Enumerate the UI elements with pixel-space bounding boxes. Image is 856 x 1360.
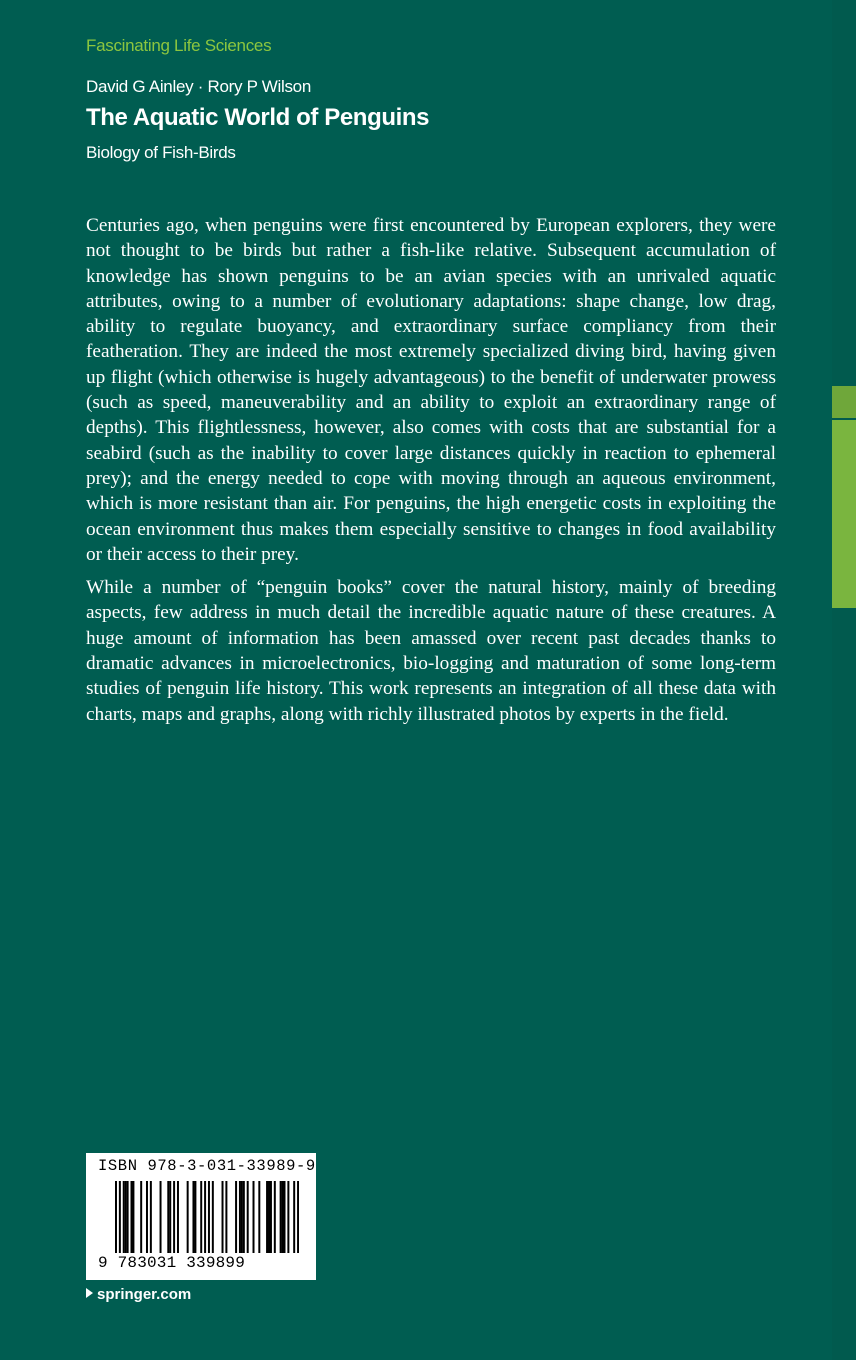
barcode-bar [192, 1181, 194, 1253]
barcode-bar [132, 1181, 134, 1253]
barcode-bar [115, 1181, 117, 1253]
barcode-bar [167, 1181, 169, 1253]
publisher-link-label: springer.com [97, 1286, 192, 1303]
barcode-bar [127, 1181, 129, 1253]
barcode-bar [208, 1181, 210, 1253]
barcode-bar [125, 1181, 127, 1253]
barcode-bar [258, 1181, 260, 1253]
barcode-bar [169, 1181, 171, 1253]
side-color-tab-top [832, 386, 856, 418]
authors: David G Ainley · Rory P Wilson [86, 77, 311, 96]
barcode-icon [115, 1181, 299, 1253]
barcode-bar [160, 1181, 162, 1253]
barcode-bar [280, 1181, 282, 1253]
barcode-bar [177, 1181, 179, 1253]
isbn-label: ISBN 978-3-031-33989-9 [98, 1157, 316, 1175]
barcode-bar [293, 1181, 295, 1253]
barcode-bar [270, 1181, 272, 1253]
barcode-bar [200, 1181, 202, 1253]
barcode-bar [235, 1181, 237, 1253]
book-subtitle: Biology of Fish-Birds [86, 143, 236, 162]
series-name: Fascinating Life Sciences [86, 36, 272, 55]
barcode-bar [247, 1181, 249, 1253]
barcode-bar [284, 1181, 286, 1253]
barcode-bar [225, 1181, 227, 1253]
barcode-bar [274, 1181, 276, 1253]
isbn-digits: 9 783031 339899 [98, 1254, 246, 1272]
publisher-link[interactable] [86, 1286, 191, 1303]
barcode-bar [212, 1181, 214, 1253]
barcode-bar [268, 1181, 270, 1253]
barcode-bar [287, 1181, 289, 1253]
barcode-bar [123, 1181, 125, 1253]
barcode-bar [241, 1181, 243, 1253]
barcode-bar [119, 1181, 121, 1253]
barcode-bar [140, 1181, 142, 1253]
barcode-bar [222, 1181, 224, 1253]
barcode-bar [130, 1181, 132, 1253]
barcode-bar [282, 1181, 284, 1253]
description-paragraph-1: Centuries ago, when penguins were first encountered by European explorers, they were not thought to be birds but rather a fish-like relative. Subsequent accumulation of knowledge has shown penguins to be an avian species with an unrivaled aquatic attributes, owing to a number of evolutionary adaptations: shape change, low drag, ability to regulate buoyancy, and extraordinary surface compliancy from their featheration. They are indeed the most extremely specialized diving bird, having given up flight (which otherwise is hugely advantageous) to the benefit of underwater prowess (such as speed, maneuverability and an ability to exploit an extraordinary range of depths). This flightlessness, however, also comes with costs that are substantial for a seabird (such as the inability to cover large distances quickly in reaction to ephemeral prey); and the energy needed to cope with moving through an aqueous environment, which is more resistant than air. For penguins, the high energetic costs in exploiting the ocean environment thus makes them especially sensitive to changes in food availability or their access to their prey. [86, 215, 776, 565]
barcode-bar [253, 1181, 255, 1253]
barcode-bar [243, 1181, 245, 1253]
barcode-bar [204, 1181, 206, 1253]
book-description [86, 213, 776, 735]
barcode-bar [266, 1181, 268, 1253]
barcode-bar [239, 1181, 241, 1253]
barcode-bar [150, 1181, 152, 1253]
book-title: The Aquatic World of Penguins [86, 104, 430, 131]
cover-edge-strip [832, 0, 856, 1360]
side-color-tab [832, 420, 856, 608]
barcode-bar [297, 1181, 299, 1253]
triangle-right-icon [86, 1288, 93, 1298]
isbn-barcode-box [86, 1153, 316, 1280]
barcode-bar [194, 1181, 196, 1253]
description-paragraph-2: While a number of “penguin books” cover the natural history, mainly of breeding aspects, few address in much detail the incredible aquatic nature of these creatures. A huge amount of information has been amassed over recent past decades thanks to dramatic advances in microelectronics, bio-logging and maturation of some long-term studies of penguin life history. This work represents an integration of all these data with charts, maps and graphs, along with richly illustrated photos by experts in the field. [86, 577, 776, 725]
barcode-bar [173, 1181, 175, 1253]
barcode-bar [187, 1181, 189, 1253]
barcode-bar [146, 1181, 148, 1253]
